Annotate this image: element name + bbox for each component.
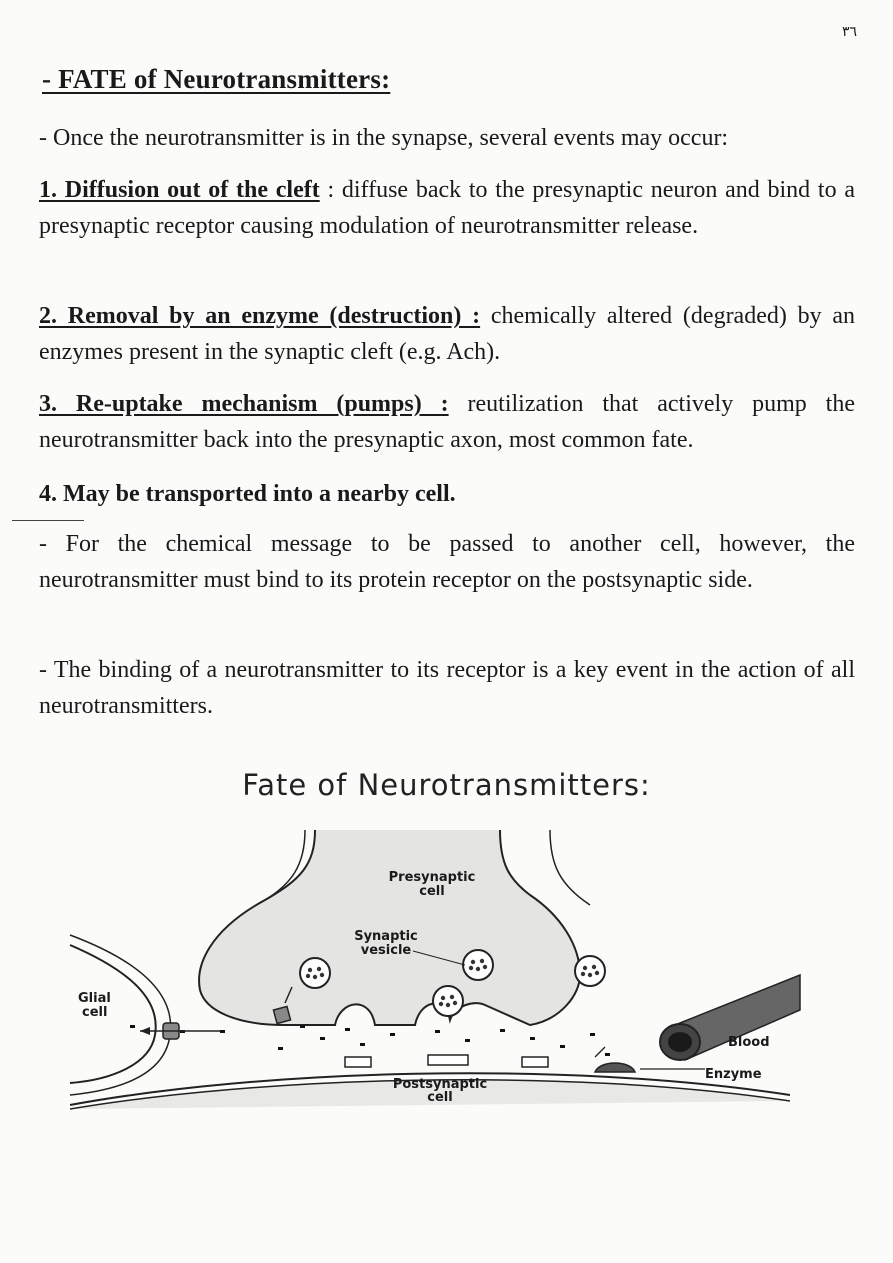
synapse-diagram	[60, 825, 820, 1115]
item-text: reutilization that actively pump the neurotransmitter back into the presynaptic axon, most common fate.	[39, 391, 855, 453]
glial-label-cell: cell	[82, 1005, 108, 1020]
paragraph-key-event: - The binding of a neurotransmitter to its receptor is a key event in the action of all neurotransmitters.	[39, 657, 855, 719]
list-item-diffusion	[39, 172, 855, 244]
postsynaptic-label-cell: cell	[427, 1090, 453, 1105]
presynaptic-label-cell: cell	[419, 884, 445, 899]
intro-paragraph: - Once the neurotransmitter is in the synapse, several events may occur:	[39, 125, 729, 151]
enzyme	[595, 1063, 635, 1072]
presynaptic-label: Presynaptic	[388, 870, 476, 885]
item-term: 1. Diffusion out of the cleft	[39, 177, 320, 203]
paragraph-receptor-binding: - For the chemical message to be passed to another cell, however, the neurotransmitter must bind to its protein receptor on the postsynaptic side.	[39, 531, 855, 593]
section-heading: - FATE of Neurotransmitters:	[42, 64, 391, 94]
receptor	[345, 1055, 548, 1067]
item-text: chemically altered (degraded) by an enzymes present in the synaptic cleft (e.g. Ach).	[39, 303, 856, 365]
presynaptic-terminal	[199, 830, 580, 1025]
list-item-transport	[39, 476, 855, 512]
divider-line	[12, 520, 84, 521]
list-item-enzyme-removal	[39, 298, 855, 370]
item-term: 4. May be transported into a nearby cell.	[39, 481, 456, 507]
item-term: 3. Re-uptake mechanism (pumps) :	[39, 391, 449, 417]
postsynaptic-label: Postsynaptic	[392, 1077, 488, 1092]
vesicle-label-line2: vesicle	[360, 943, 412, 958]
list-item-reuptake	[39, 386, 855, 458]
item-term: 2. Removal by an enzyme (destruction) :	[39, 303, 481, 329]
enzyme-label: Enzyme	[705, 1067, 762, 1082]
page-number: ٣٦	[841, 24, 857, 40]
glial-label: Glial	[78, 991, 111, 1006]
blood-label: Blood	[728, 1035, 770, 1050]
vesicle-label: Synaptic	[354, 929, 418, 944]
item-text: : diffuse back to the presynaptic neuron and bind to a presynaptic receptor causing modulation of neurotransmitter release.	[39, 177, 855, 239]
diagram-title: Fate of Neurotransmitters:	[242, 768, 651, 802]
